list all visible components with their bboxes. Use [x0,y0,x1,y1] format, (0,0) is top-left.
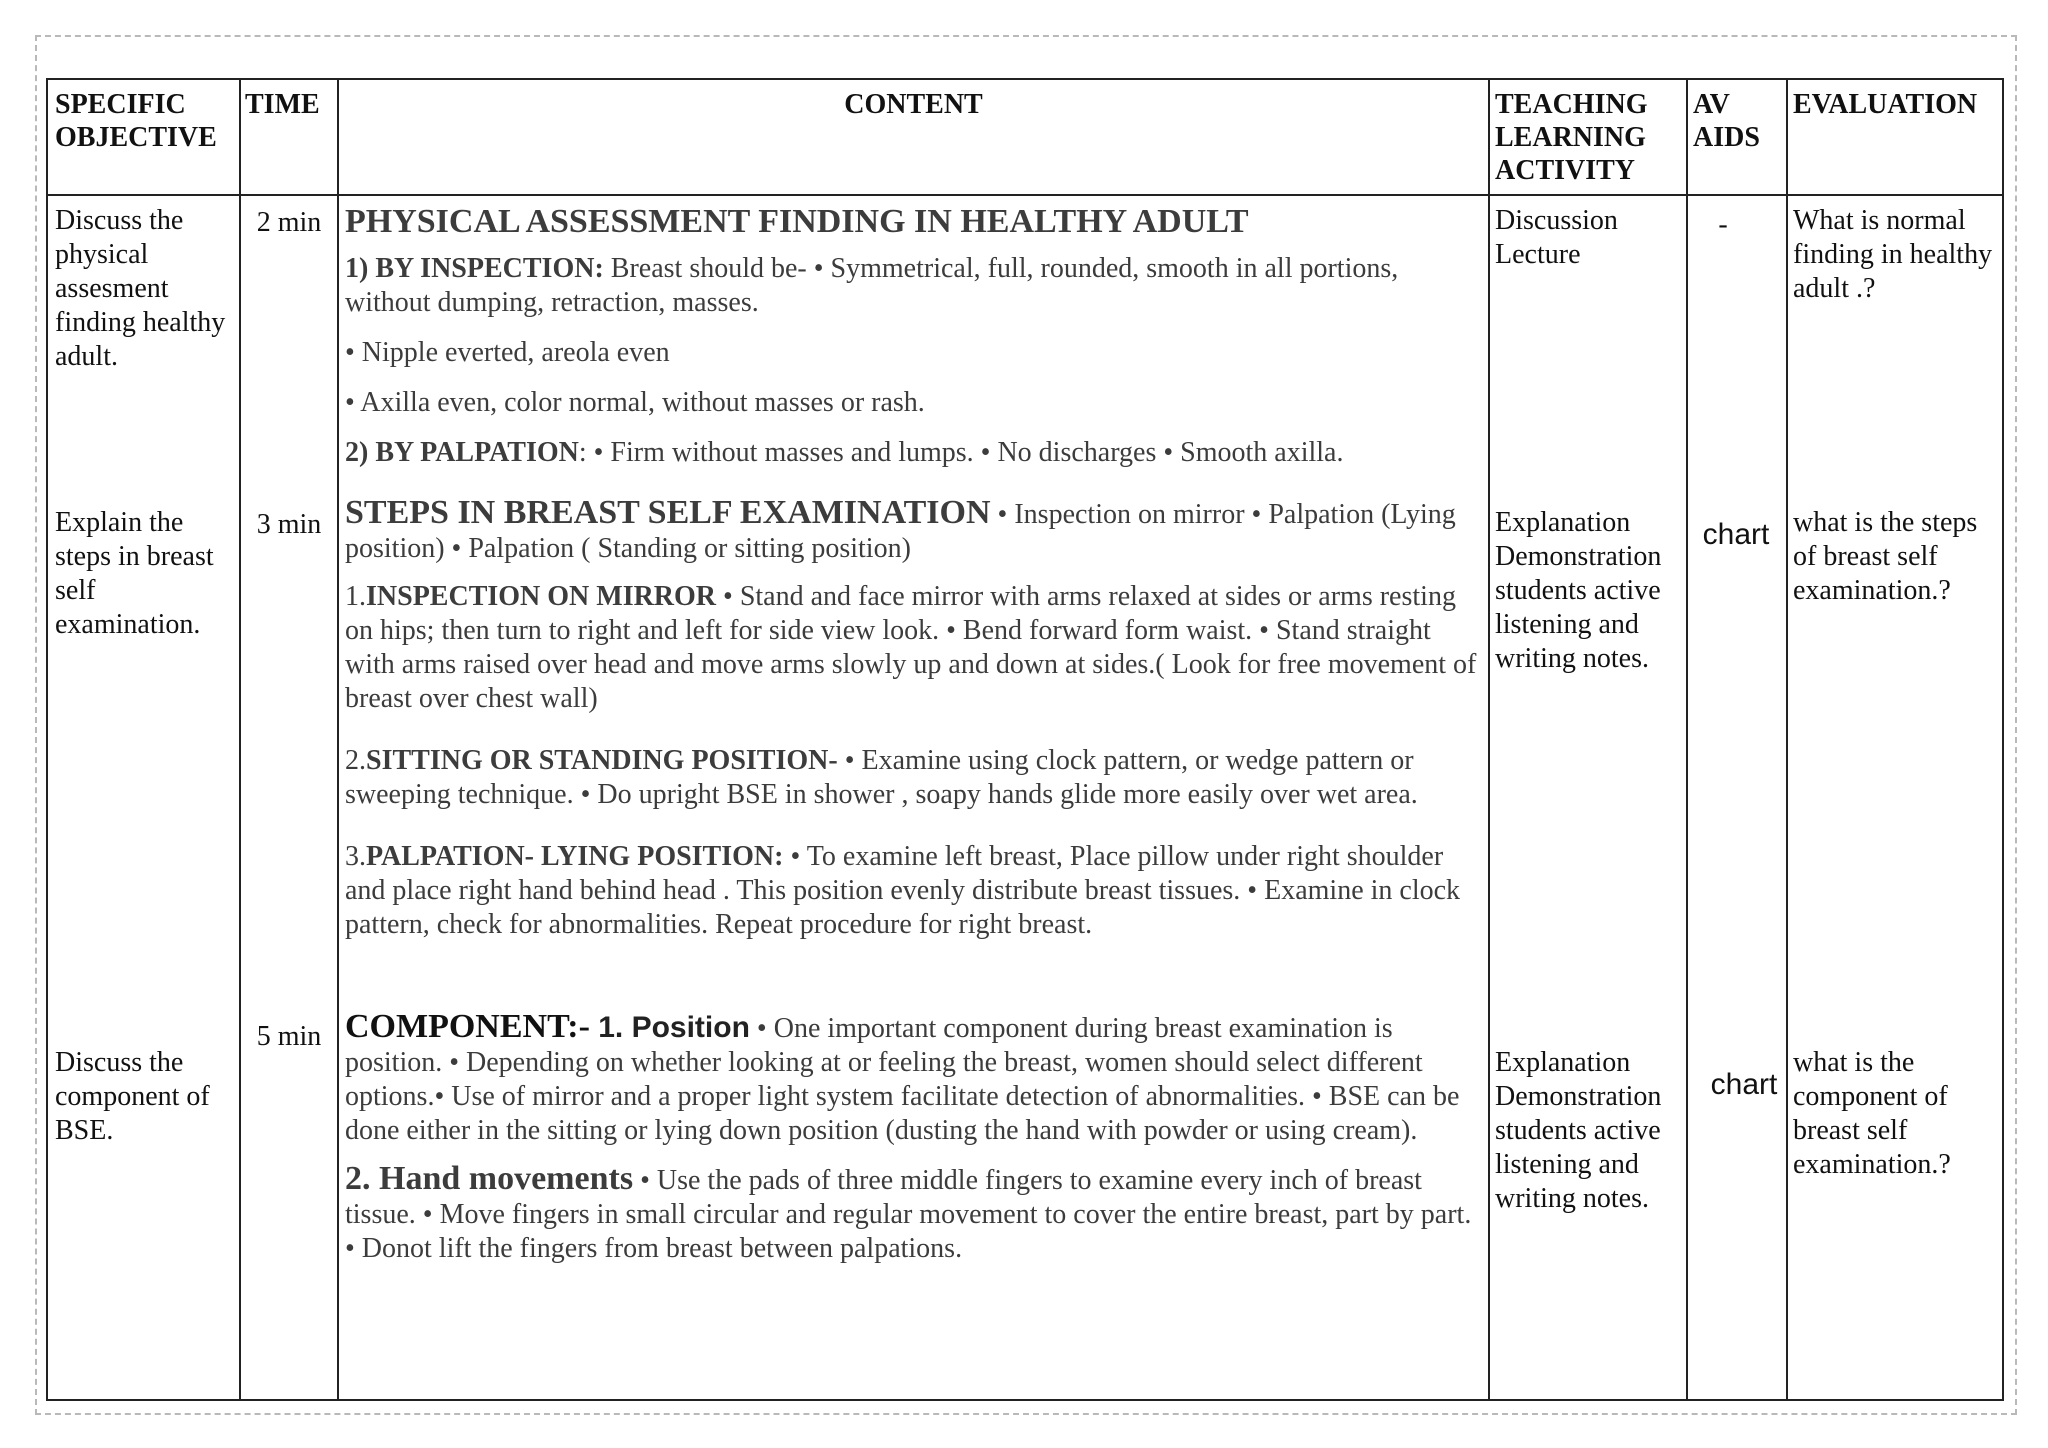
paragraph-text: : • Firm without masses and lumps. • No discharges • Smooth axilla. [578,437,1344,468]
paragraph-text: • Stand and face mirror with arms relaxed at sides or arms resting on hips; then turn to right and left for side view look. • Bend forward form waist. • Stand straight with arms raised over head and move arms slowly up and down at sides.( Look for free movement of breast over chest wall) [345,581,1477,714]
content-paragraph [345,580,1485,716]
content-paragraph: • Axilla even, color normal, without masses or rash. [345,387,925,418]
evaluation-cell: What is normal finding in healthy adult .? [1793,205,1993,304]
subheading: SITTING OR STANDING POSITION- [366,745,838,776]
content-paragraph [345,1010,1485,1148]
header-evaluation: EVALUATION [1793,89,1978,120]
evaluation-cell: what is the component of breast self examination.? [1793,1047,1951,1180]
activity-cell [1495,204,1685,272]
paragraph-text: • One important component during breast examination is position. • Depending on whether looking at or feeling the breast, women should select different options.• Use of mirror and a proper light system facilitate detection of abnormalities. • BSE can be done either in the sitting or lying down position (dusting the hand with powder or using cream). [345,1013,1460,1146]
step-number: 2. [345,745,366,776]
content-section-bse-components [345,1010,1485,1278]
objective-cell: Discuss the physical assesment finding healthy adult. [55,205,226,372]
subheading: PALPATION- LYING POSITION: [366,841,784,872]
section-title: PHYSICAL ASSESSMENT FINDING IN HEALTHY ADULT [345,203,1249,240]
time-cell: 2 min [256,207,322,238]
section-title: STEPS IN BREAST SELF EXAMINATION [345,494,991,531]
header-time: TIME [245,89,320,120]
content-paragraph [345,436,1485,470]
step-number: 1. [345,581,366,612]
header-specific-objective: SPECIFIC OBJECTIVE [55,89,217,153]
lesson-plan-table [46,78,2004,1401]
paragraph-text: • Inspection on mirror • Palpation (Lying position) • Palpation ( Standing or sitting position) [345,499,1456,564]
column-divider [337,80,339,1399]
header-content: CONTENT [844,89,983,120]
subheading: 1. Position [589,1011,750,1044]
av-aids-cell: chart [1710,1068,1778,1101]
content-paragraph [345,1162,1485,1266]
header-av-aids: AV AIDS [1693,89,1760,153]
content-paragraph [345,496,1485,566]
column-divider [239,80,241,1399]
activity-line: Discussion [1495,205,1618,236]
column-divider [1786,80,1788,1399]
section-title: COMPONENT:- [345,1008,590,1045]
paragraph-text: • Examine using clock pattern, or wedge pattern or sweeping technique. • Do upright BSE in shower , soapy hands glide more easily over wet area. [345,745,1418,810]
objective-cell: Discuss the component of BSE. [55,1047,210,1146]
subheading: 2) BY PALPATION [345,437,579,468]
objective-cell: Explain the steps in breast self examination. [55,507,214,640]
header-teaching-learning-activity: TEACHING LEARNING ACTIVITY [1495,89,1648,186]
time-cell: 5 min [256,1021,322,1052]
paragraph-text: Breast should be- • Symmetrical, full, rounded, smooth in all portions, without dumping, retraction, masses. [345,253,1399,318]
subheading: INSPECTION ON MIRROR [366,581,717,612]
activity-cell: Explanation Demonstration students active listening and writing notes. [1495,507,1662,674]
content-paragraph [345,744,1485,812]
time-cell: 3 min [256,509,322,540]
activity-line: Lecture [1495,239,1581,270]
column-divider [1686,80,1688,1399]
header-divider [48,194,2002,196]
paragraph-text: • Use the pads of three middle fingers to examine every inch of breast tissue. • Move fingers in small circular and regular movement to cover the entire breast, part by part. • Donot lift the fingers from breast between palpations. [345,1165,1472,1264]
av-aids-cell: - [1718,209,1728,240]
av-aids-cell: chart [1702,518,1770,551]
column-divider [1488,80,1490,1399]
content-section-physical-assessment [345,202,1485,482]
content-paragraph [345,840,1485,942]
activity-cell: Explanation Demonstration students active listening and writing notes. [1495,1047,1662,1214]
step-number: 3. [345,841,366,872]
subheading: 1) BY INSPECTION: [345,253,604,284]
content-section-bse-steps [345,496,1485,954]
evaluation-cell: what is the steps of breast self examination.? [1793,507,1978,606]
content-paragraph [345,252,1485,320]
content-paragraph: • Nipple everted, areola even [345,337,670,368]
paragraph-text: • To examine left breast, Place pillow under right shoulder and place right hand behind head . This position evenly distribute breast tissues. • Examine in clock pattern, check for abnormalities. Repeat procedure for right breast. [345,841,1461,940]
subheading: 2. Hand movements [345,1160,634,1197]
